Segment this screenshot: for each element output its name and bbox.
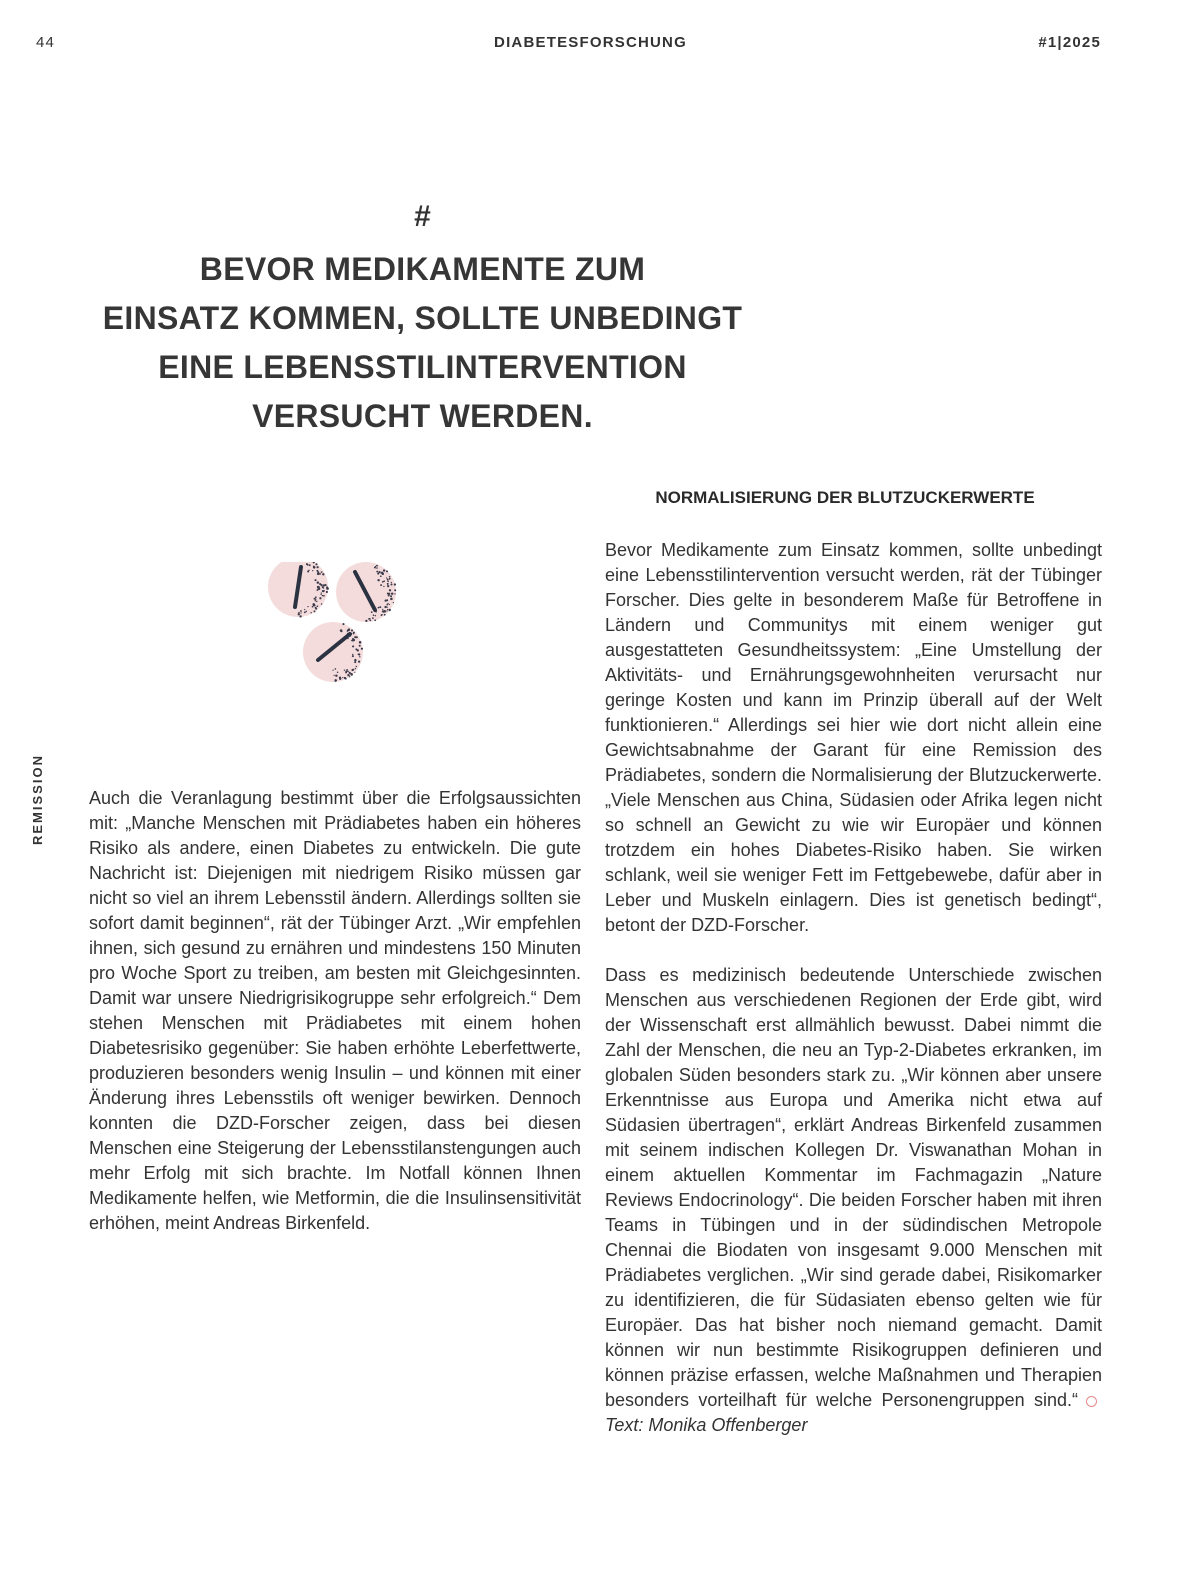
page-number: 44 (36, 34, 56, 51)
pull-quote-hash: # (414, 200, 431, 233)
pull-quote (90, 245, 755, 441)
pull-quote-line: EINE LEBENSSTILINTERVENTION (158, 349, 687, 385)
author-credit: Text: Monika Offenberger (605, 1415, 808, 1435)
end-circle-icon (1086, 1396, 1097, 1407)
article-column-right (605, 538, 1102, 1438)
pill-icon (268, 562, 329, 618)
section-heading: NORMALISIERUNG DER BLUTZUCKERWERTE (655, 488, 1035, 507)
pull-quote-line: EINSATZ KOMMEN, SOLLTE UNBEDINGT (102, 300, 743, 336)
body-paragraph: Auch die Veranlagung bestimmt über die Erfolgsaussichten mit: „Manche Menschen mit Prädiabetes haben ein höheres Risiko als andere, einen Diabetes zu entwickeln. Die gute Nachricht ist: Diejenigen mit niedrigem Risiko müssen gar nicht so viel an ihrem Lebensstil ändern. Allerdings sollten sie sofort damit beginnen“, rät der Tübinger Arzt. „Wir empfehlen ihnen, sich gesund zu ernähren und mindestens 150 Minuten pro Woche Sport zu treiben, am besten mit Gleichgesinnten. Damit war unsere Niedrigrisikogruppe sehr erfolgreich.“ Dem stehen Menschen mit Prädiabetes mit einem hohen Diabetesrisiko gegenüber: Sie haben erhöhte Leberfettwerte, produzieren besonders wenig Insulin – und können mit einer Änderung ihres Lebensstils oft weniger bewirken. Dennoch konnten die DZD-Forscher zeigen, dass bei diesen Menschen eine Steigerung der Lebensstilanstengungen auch mehr Erfolg mit sich brachte. Im Notfall können Ihnen Medikamente helfen, wie Metformin, die die Insulinsensitivität erhöhen, meint Andreas Birkenfeld. (89, 788, 581, 1233)
pills-icon (268, 562, 403, 687)
body-paragraph-text: Dass es medizinisch bedeutende Unterschiede zwischen Menschen aus verschiedenen Regionen der Erde gibt, wird der Wissenschaft erst allmählich bewusst. Dabei nimmt die Zahl der Menschen, die neu an Typ-2-Diabetes erkranken, im globalen Süden besonders stark zu. „Wir können aber unsere Erkenntnisse aus Europa und Amerika nicht etwa auf Südasien übertragen“, erklärt Andreas Birkenfeld zusammen mit seinem indischen Kollegen Dr. Viswanathan Mohan in einem aktuellen Kommentar im Fachmagazin „Nature Reviews Endocrinology“. Die beiden Forscher haben mit ihren Teams in Tübingen und in der südindischen Metropole Chennai die Biodaten von insgesamt 9.000 Menschen mit Prädiabetes verglichen. „Wir sind gerade dabei, Risikomarker zu identifizieren, die für Südasiaten ebenso gelten wie für Europäer. Das hat bisher noch niemand gemacht. Damit können wir nun bestimmte Risikogruppen definieren und können präzise erfassen, welche Maßnahmen und Therapien besonders vorteilhaft für welche Personengruppen sind.“ (605, 965, 1102, 1410)
section-side-label: REMISSION (30, 754, 45, 845)
issue-number: #1|2025 (1038, 34, 1101, 51)
pill-icon (303, 622, 363, 682)
magazine-title: DIABETESFORSCHUNG (494, 34, 687, 51)
body-paragraph: Bevor Medikamente zum Einsatz kommen, sollte unbedingt eine Lebensstilintervention versucht werden, rät der Tübinger Forscher. Dies gelte in besonderem Maße für Betroffene in Ländern und Communitys mit einem weniger gut ausgestatteten Gesundheitssystem: „Eine Umstellung der Aktivitäts- und Ernährungsgewohnheiten verursacht nur geringe Kosten und kann im Prinzip überall auf der Welt funktionieren.“ Allerdings sei hier wie dort nicht allein eine Gewichtsabnahme der Garant für eine Remission des Prädiabetes, sondern die Normalisierung der Blutzuckerwerte. „Viele Menschen aus China, Südasien oder Afrika legen nicht so schnell an Gewicht zu wie wir Europäer und können trotzdem ein hohes Diabetes-Risiko haben. Sie wirken schlank, weil sie weniger Fett im Fettgebewebe, dafür aber in Leber und Muskeln einlagern. Dies ist genetisch bedingt“, betont der DZD-Forscher. (605, 540, 1102, 935)
pull-quote-line: BEVOR MEDIKAMENTE ZUM (199, 251, 646, 287)
article-column-left (89, 786, 581, 1236)
body-paragraph-final (605, 963, 1102, 1438)
pill-icon (336, 562, 396, 622)
pull-quote-line: VERSUCHT WERDEN. (252, 398, 593, 434)
